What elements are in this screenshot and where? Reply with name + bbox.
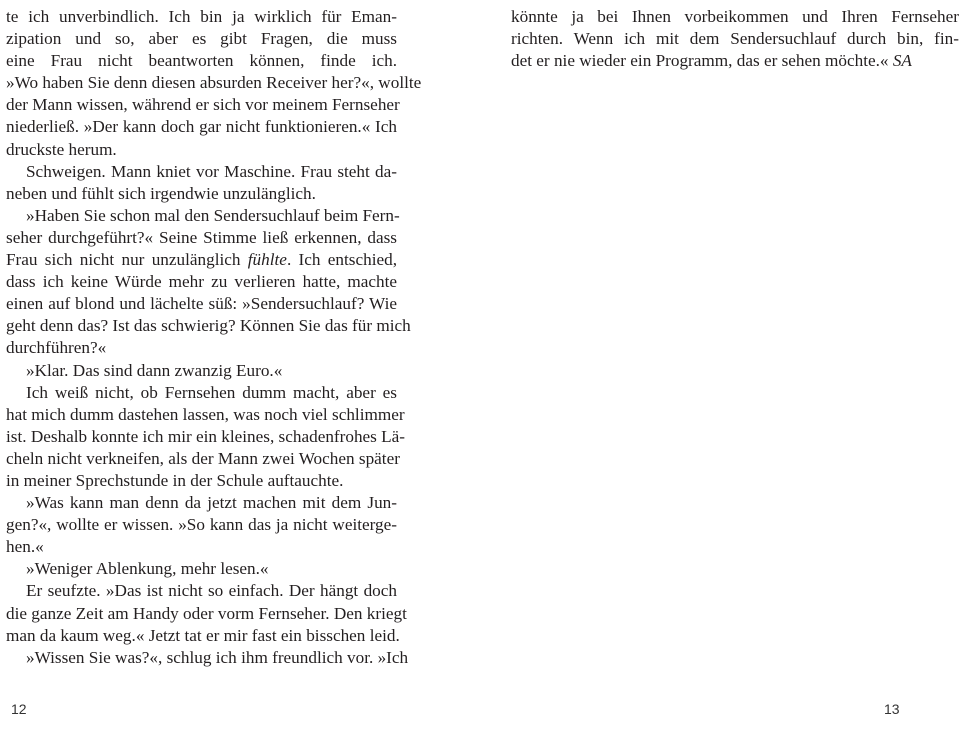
text-line: te ich unverbindlich. Ich bin ja wirklich für Eman- [6,7,397,26]
text-line: eine Frau nicht beantworten können, finde ich. [6,51,397,71]
emphasized-word: fühlte [247,250,287,270]
text-line [511,50,959,72]
text-line: richten. Wenn ich mit dem Sendersuchlauf durch bin, fin- [511,29,959,49]
left-page [0,0,457,731]
text-line: die ganze Zeit am Handy oder vorm Fernseher. Den kriegt [6,603,407,623]
text-segment: Frau sich nicht nur unzulänglich [6,250,248,270]
text-line [6,249,397,271]
text-line: »Klar. Das sind dann zwanzig Euro.« [26,360,283,380]
page-number-right: 13 [884,701,900,717]
text-segment: . Ich entschied, [286,250,397,270]
text-line: druckste herum. [6,139,117,159]
left-page-text [6,6,422,669]
text-line: »Was kann man denn da jetzt machen mit dem Jun- [26,493,397,513]
text-line: geht denn das? Ist das schwierig? Können Sie das für mich [6,316,411,336]
text-line: in meiner Sprechstunde in der Schule auftauchte. [6,470,344,490]
text-line: »Weniger Ablenkung, mehr lesen.« [26,559,269,579]
text-line: Er seufzte. »Das ist nicht so einfach. Der hängt doch [26,581,397,601]
text-line: Schweigen. Mann kniet vor Maschine. Frau steht da- [26,161,397,181]
text-line: der Mann wissen, während er sich vor meinem Fernseher [6,95,400,115]
text-line: gen?«, wollte er wissen. »So kann das ja nicht weiterge- [6,515,397,535]
text-line: könnte ja bei Ihnen vorbeikommen und Ihren Fernseher [511,7,959,26]
text-line: neben und fühlt sich irgendwie unzulänglich. [6,183,316,203]
text-line: hat mich dumm dastehen lassen, was noch viel schlimmer [6,404,405,424]
text-line: zipation und so, aber es gibt Fragen, die muss [6,29,397,49]
text-line: durchführen?« [6,338,107,358]
text-line: Ich weiß nicht, ob Fernsehen dumm macht, aber es [26,382,397,402]
text-line: »Wissen Sie was?«, schlug ich ihm freundlich vor. »Ich [26,647,409,667]
text-line: ist. Deshalb konnte ich mir ein kleines, schadenfrohes Lä- [6,426,406,446]
text-line: einen auf blond und lächelte süß: »Sendersuchlauf? Wie [6,294,397,314]
text-line: man da kaum weg.« Jetzt tat er mir fast ein bisschen leid. [6,625,400,645]
text-line: niederließ. »Der kann doch gar nicht funktionieren.« Ich [6,117,397,137]
right-page [457,0,959,731]
text-segment: det er nie wieder ein Programm, das er sehen möchte.« [511,51,893,71]
text-line: seher durchgeführt?« Seine Stimme ließ erkennen, dass [6,227,397,247]
author-initials: SA [892,51,912,71]
text-line: dass ich keine Würde mehr zu verlieren hatte, machte [6,272,397,292]
text-line: »Wo haben Sie denn diesen absurden Receiver her?«, wollte [6,73,422,93]
page-number-left: 12 [11,701,27,717]
right-page-text [511,6,959,72]
text-line: hen.« [6,537,44,557]
text-line: cheln nicht verkneifen, als der Mann zwei Wochen später [6,448,400,468]
text-line: »Haben Sie schon mal den Sendersuchlauf beim Fern- [26,205,400,225]
